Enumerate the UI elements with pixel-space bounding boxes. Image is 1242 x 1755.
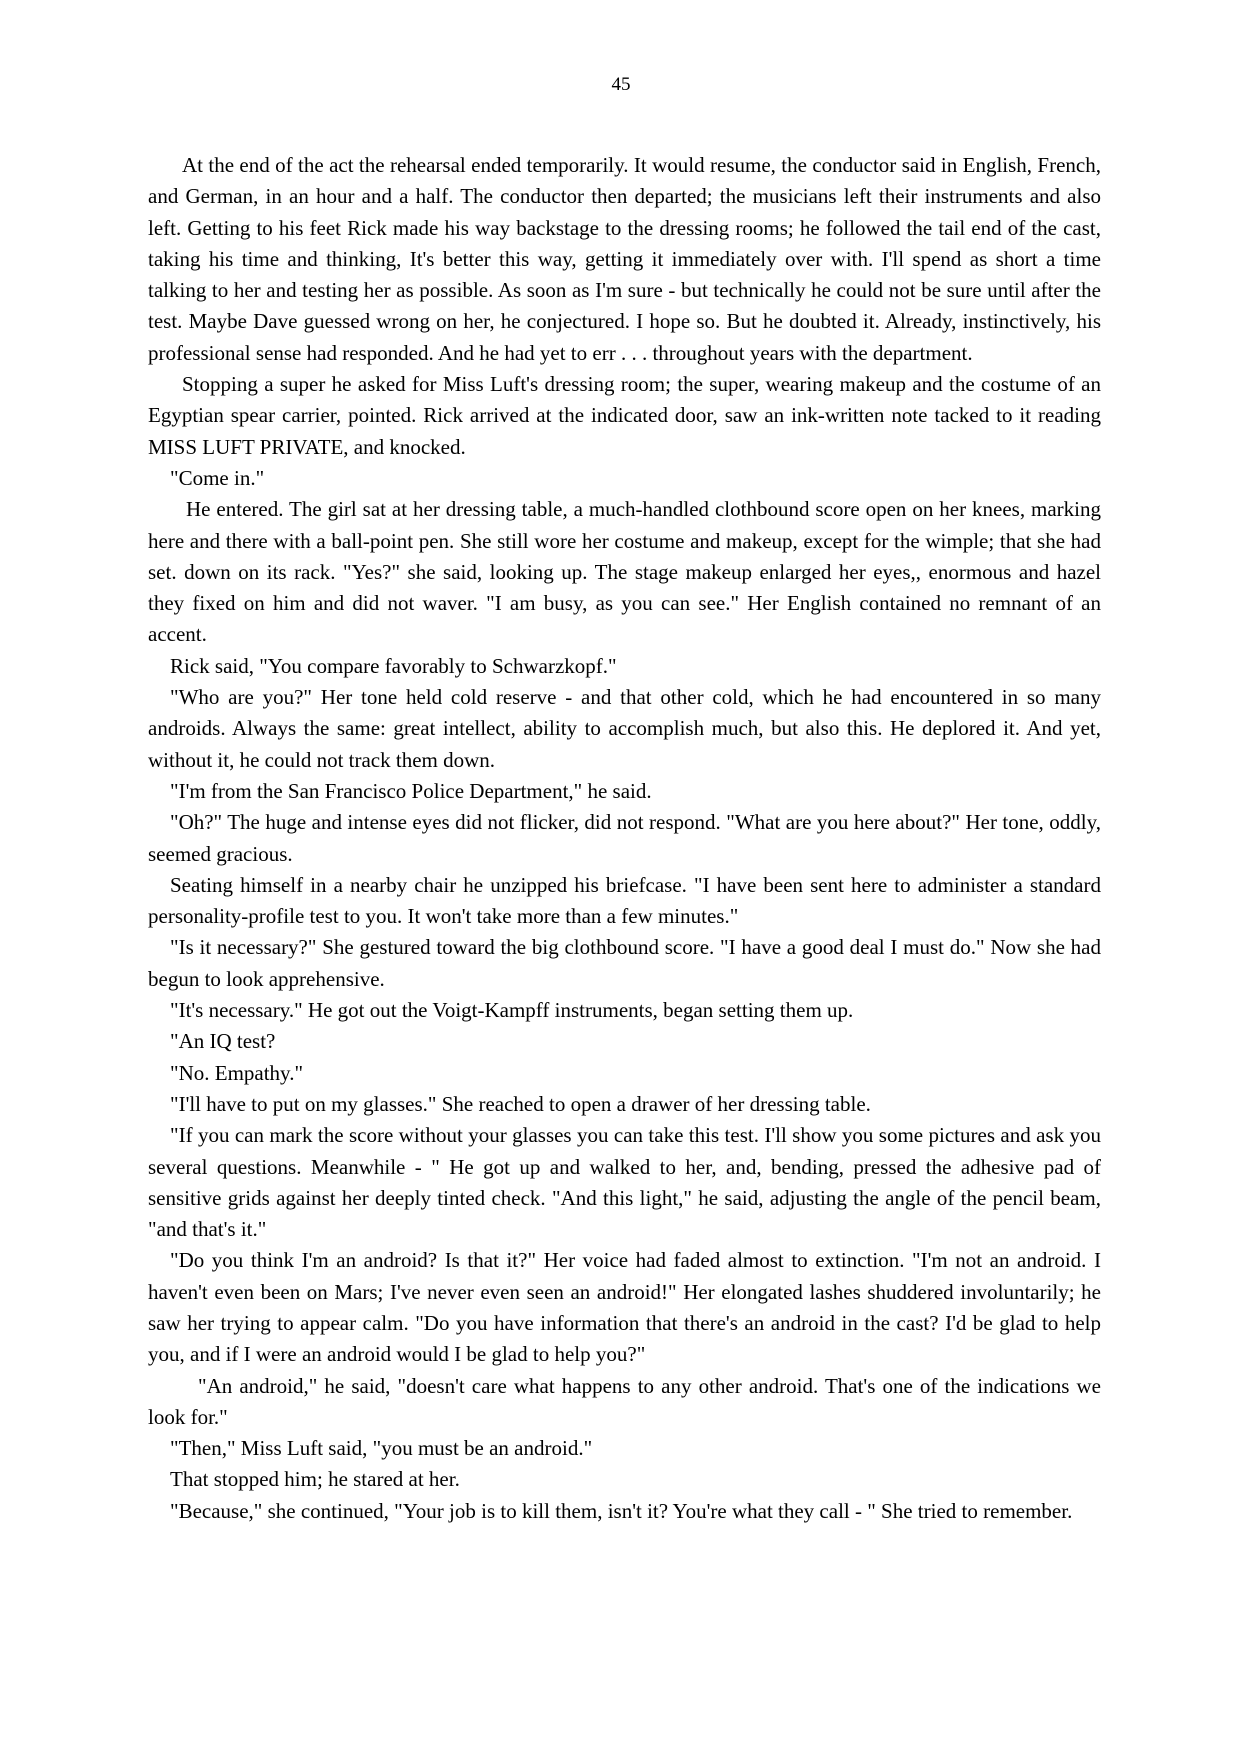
paragraph: At the end of the act the rehearsal ended temporarily. It would resume, the conductor said in English, French, and German, in an hour and a half. The conductor then departed; the musicians left their instruments and also left. Getting to his feet Rick made his way backstage to the dressing rooms; he followed the tail end of the cast, taking his time and thinking, It's better this way, getting it immediately over with. I'll spend as short a time talking to her and testing her as possible. As soon as I'm sure - but technically he could not be sure until after the test. Maybe Dave guessed wrong on her, he conjectured. I hope so. But he doubted it. Already, instinctively, his professional sense had responded. And he had yet to err . . . throughout years with the department. [148, 153, 1101, 365]
paragraph: "Because," she continued, "Your job is to kill them, isn't it? You're what they call - " She tried to remember. [170, 1498, 1073, 1523]
paragraph: Seating himself in a nearby chair he unzipped his briefcase. "I have been sent here to administer a standard personality-profile test to you. It won't take more than a few minutes." [148, 872, 1101, 929]
paragraph: "An android," he said, "doesn't care what happens to any other android. That's one of the indications we look for." [148, 1373, 1101, 1429]
paragraph: "I'll have to put on my glasses." She reached to open a drawer of her dressing table. [170, 1091, 871, 1116]
paragraph: "Come in." [170, 465, 265, 490]
paragraph: Rick said, "You compare favorably to Schwarzkopf." [170, 653, 617, 678]
paragraph: "If you can mark the score without your glasses you can take this test. I'll show you some pictures and ask you several questions. Meanwhile - " He got up and walked to her, and, bending, pressed the adhesive pad of sensitive grids against her deeply tinted check. "And this light," he said, adjusting the angle of the pencil beam, "and that's it." [148, 1123, 1101, 1242]
paragraph: "It's necessary." He got out the Voigt-Kampff instruments, began setting them up. [170, 998, 854, 1023]
paragraph: That stopped him; he stared at her. [170, 1467, 460, 1492]
paragraph: "Who are you?" Her tone held cold reserve - and that other cold, which he had encountered in so many androids. Always the same: great intellect, ability to accomplish much, but also this. He deplored it. And yet, without it, he could not track them down. [148, 685, 1101, 772]
paragraph: "Oh?" The huge and intense eyes did not flicker, did not respond. "What are you here about?" Her tone, oddly, seemed gracious. [148, 810, 1101, 866]
paragraph: "Is it necessary?" She gestured toward the big clothbound score. "I have a good deal I must do." Now she had begun to look apprehensive. [148, 935, 1101, 991]
page-number: 45 [611, 74, 631, 95]
paragraph: "No. Empathy." [170, 1060, 304, 1085]
paragraph: "Then," Miss Luft said, "you must be an android." [170, 1436, 593, 1461]
paragraph: He entered. The girl sat at her dressing table, a much-handled clothbound score open on her knees, marking here and there with a ball-point pen. She still wore her costume and makeup, except for the wimple; that she had set. down on its rack. "Yes?" she said, looking up. The stage makeup enlarged her eyes,, enormous and hazel they fixed on him and did not waver. "I am busy, as you can see." Her English contained no remnant of an accent. [148, 497, 1101, 647]
paragraph: "Do you think I'm an android? Is that it?" Her voice had faded almost to extinction. "I'm not an android. I haven't even been on Mars; I've never even seen an android!" Her elongated lashes shuddered involuntarily; he saw her trying to appear calm. "Do you have information that there's an android in the cast? I'd be glad to help you, and if I were an android would I be glad to help you?" [148, 1248, 1101, 1367]
body-text [148, 150, 1101, 1527]
paragraph: "An IQ test? [170, 1029, 276, 1054]
paragraph: "I'm from the San Francisco Police Department," he said. [170, 778, 652, 803]
paragraph: Stopping a super he asked for Miss Luft's dressing room; the super, wearing makeup and the costume of an Egyptian spear carrier, pointed. Rick arrived at the indicated door, saw an ink-written note tacked to it reading MISS LUFT PRIVATE, and knocked. [148, 372, 1101, 459]
